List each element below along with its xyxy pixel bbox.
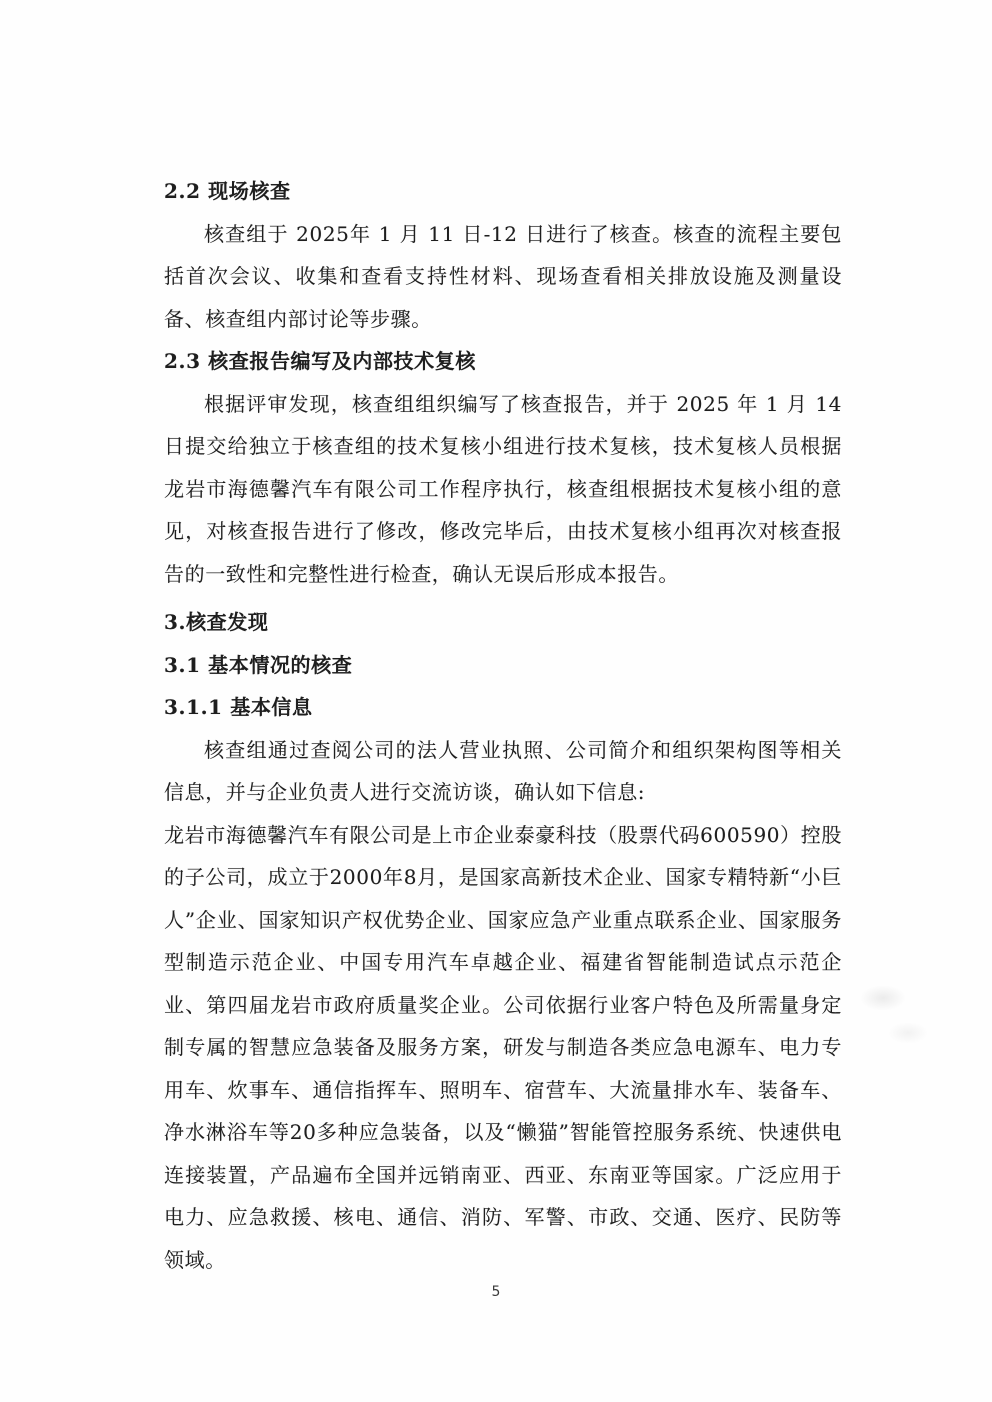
page-content: [164, 170, 842, 1281]
section-heading-2-3: 2.3 核查报告编写及内部技术复核: [164, 349, 476, 373]
section-heading-3-1-1: 3.1.1 基本信息: [164, 695, 313, 719]
scan-smudge-artifact: [888, 1022, 928, 1044]
section-heading-2-2: 2.2 现场核查: [164, 179, 291, 203]
scan-smudge-artifact: [860, 985, 906, 1011]
paragraph-basic-info-intro: 核查组通过查阅公司的法人营业执照、公司简介和组织架构图等相关信息，并与企业负责人进行交流访谈，确认如下信息:: [164, 737, 842, 804]
section-heading-3-1: 3.1 基本情况的核查: [164, 652, 353, 677]
paragraph-company-profile: 龙岩市海德馨汽车有限公司是上市企业泰豪科技（股票代码600590）控股的子公司，成立于2000年8月，是国家高新技术企业、国家专精特新“小巨人”企业、国家知识产权优势企业、国家应急产业重点联系企业、国家服务型制造示范企业、中国专用汽车卓越企业、福建省智能制造试点示范企业、第四届龙岩市政府质量奖企业。公司依据行业客户特色及所需量身定制专属的智慧应急装备及服务方案，研发与制造各类应急电源车、电力专用车、炊事车、通信指挥车、照明车、宿营车、大流量排水车、装备车、净水淋浴车等20多种应急装备，以及“懒猫”智能管控服务系统、快速供电连接装置，产品遍布全国并远销南亚、西亚、东南亚等国家。广泛应用于电力、应急救援、核电、通信、消防、军警、市政、交通、医疗、民防等领域。: [164, 822, 842, 1272]
section-heading-3: 3.核查发现: [164, 610, 269, 634]
page-number: 5: [491, 1284, 501, 1300]
paragraph-site-verification: 核查组于 2025年 1 月 11 日-12 日进行了核查。核查的流程主要包括首次会议、收集和查看支持性材料、现场查看相关排放设施及测量设备、核查组内部讨论等步骤。: [164, 221, 842, 331]
paragraph-report-review: 根据评审发现，核查组组织编写了核查报告，并于 2025 年 1 月 14 日提交给独立于核查组的技术复核小组进行技术复核，技术复核人员根据龙岩市海德馨汽车有限公司工作程序执行，核查组根据技术复核小组的意见，对核查报告进行了修改，修改完毕后，由技术复核小组再次对核查报告的一致性和完整性进行检查，确认无误后形成本报告。: [164, 391, 842, 586]
